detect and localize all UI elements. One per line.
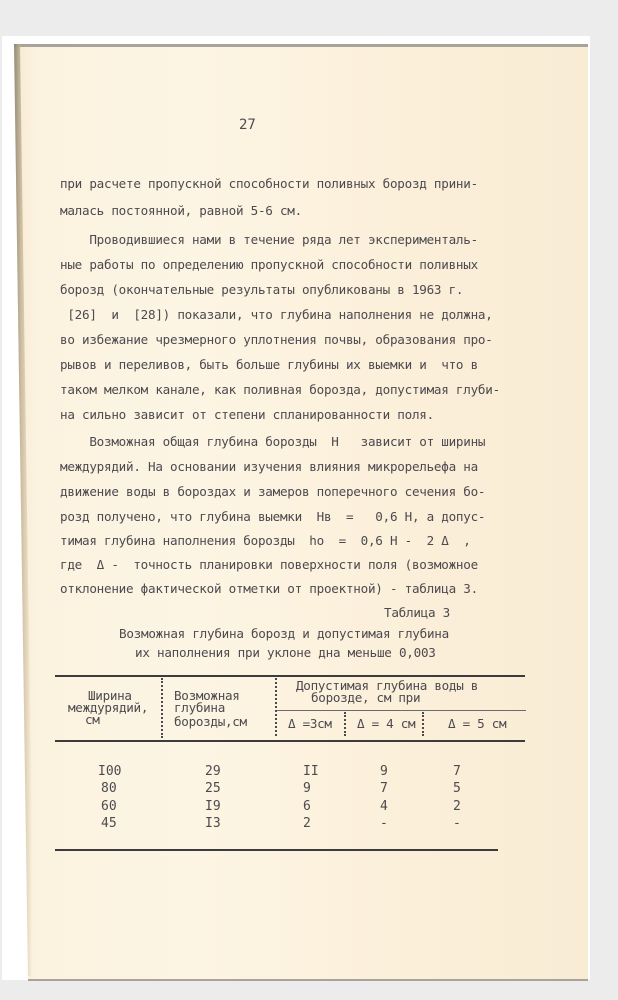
body-line: малась постоянной, равной 5-6 см.: [60, 203, 302, 218]
column-separator: [161, 678, 165, 738]
page-number: 27: [239, 117, 256, 133]
cell-r4-c1: 45: [101, 816, 117, 831]
cell-r2-c2: 25: [205, 781, 221, 796]
body-line: Проводившиеся нами в течение ряда лет эксперименталь-: [60, 232, 478, 247]
cell-r1-c1: I00: [98, 764, 122, 779]
body-line: движение воды в бороздах и замеров поперечного сечения бо-: [60, 484, 486, 499]
header-col2-line2: глубина: [174, 700, 225, 715]
header-sub-delta3: Δ =3см: [288, 716, 332, 731]
column-separator: [422, 712, 426, 736]
table-bottom-rule: [55, 849, 498, 851]
body-line: Возможная общая глубина борозды H зависит от ширины: [60, 434, 486, 449]
cell-r4-c2: I3: [205, 816, 221, 831]
column-separator: [344, 712, 348, 736]
body-line: рывов и переливов, быть больше глубины их выемки и что в: [60, 357, 478, 372]
cell-r3-c3: 6: [303, 799, 311, 814]
header-group-line2: борозде, см при: [311, 690, 421, 705]
header-group-line1: Допустимая глубина воды в: [296, 678, 479, 693]
body-line: во избежание чрезмерного уплотнения почвы, образования про-: [60, 332, 493, 347]
table-header-rule: [55, 740, 525, 742]
cell-r3-c1: 60: [101, 799, 117, 814]
cell-r4-c4: -: [380, 816, 388, 831]
body-line: при расчете пропускной способности поливных борозд прини-: [60, 176, 478, 191]
body-line: где Δ - точность планировки поверхности поля (возможное: [60, 557, 478, 572]
cell-r1-c3: II: [303, 764, 319, 779]
body-line: тимая глубина наполнения борозды hо = 0,6 H - 2 Δ ,: [60, 533, 471, 548]
cell-r1-c4: 9: [380, 764, 388, 779]
cell-r2-c4: 7: [380, 781, 388, 796]
header-sub-delta4: Δ = 4 см: [357, 716, 416, 731]
cell-r3-c2: I9: [205, 799, 221, 814]
cell-r4-c5: -: [453, 816, 461, 831]
cell-r1-c2: 29: [205, 764, 221, 779]
cell-r2-c5: 5: [453, 781, 461, 796]
header-col2-line1: Возможная: [174, 688, 240, 703]
body-line: таком мелком канале, как поливная борозда, допустимая глуби-: [60, 382, 500, 397]
body-line: на сильно зависит от степени спланированности поля.: [60, 407, 434, 422]
header-col2-line3: борозды,см: [174, 714, 247, 729]
table-title-line2: их наполнения при уклоне дна меньше 0,003: [135, 645, 436, 660]
column-separator: [275, 678, 279, 736]
table-top-rule: [55, 675, 525, 677]
cell-r1-c5: 7: [453, 764, 461, 779]
header-col1-line1: Ширина: [88, 688, 132, 703]
header-sub-delta5: Δ = 5 см: [448, 716, 507, 731]
header-col1-line3: см: [85, 712, 100, 727]
body-line: ные работы по определению пропускной способности поливных: [60, 257, 478, 272]
cell-r4-c3: 2: [303, 816, 311, 831]
cell-r2-c3: 9: [303, 781, 311, 796]
body-line: [26] и [28]) показали, что глубина наполнения не должна,: [60, 307, 493, 322]
table-title-line1: Возможная глубина борозд и допустимая глубина: [119, 626, 449, 641]
body-line: розд получено, что глубина выемки Hв = 0,6 H, а допус-: [60, 509, 486, 524]
table-header-subrule: [276, 710, 526, 711]
cell-r3-c5: 2: [453, 799, 461, 814]
body-line: отклонение фактической отметки от проектной) - таблица 3.: [60, 581, 478, 596]
table-label: Таблица 3: [384, 605, 450, 620]
cell-r3-c4: 4: [380, 799, 388, 814]
header-col1-line2: междурядий,: [68, 700, 149, 715]
cell-r2-c1: 80: [101, 781, 117, 796]
body-line: междурядий. На основании изучения влияния микрорельефа на: [60, 459, 478, 474]
body-line: борозд (окончательные результаты опубликованы в 1963 г.: [60, 282, 464, 297]
